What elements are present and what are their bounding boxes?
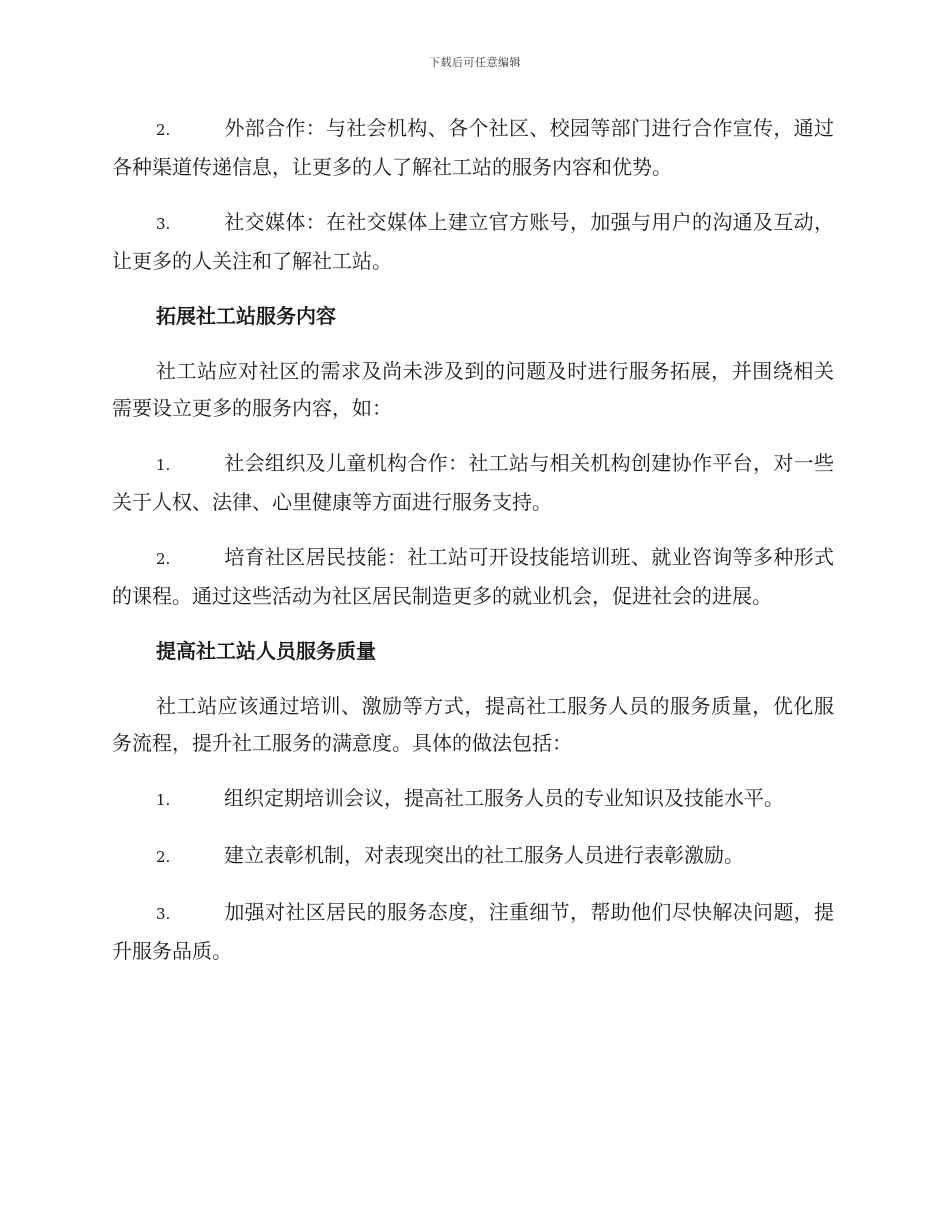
section-heading: 拓展社工站服务内容 — [156, 304, 336, 328]
list-item — [112, 837, 834, 876]
document-body — [112, 110, 834, 988]
list-item-text: 建立表彰机制，对表现突出的社工服务人员进行表彰激励。 — [224, 843, 744, 867]
list-item-number: 3. — [156, 215, 171, 233]
page-header: 下载后可任意编辑 — [429, 56, 521, 69]
list-item — [112, 539, 834, 615]
list-item-text: 加强对社区居民的服务态度，注重细节，帮助他们尽快解决问题，提升服务品质。 — [112, 900, 834, 963]
list-item — [112, 204, 834, 280]
list-item — [112, 445, 834, 521]
list-item-text: 外部合作：与社会机构、各个社区、校园等部门进行合作宣传，通过各种渠道传递信息，让更多的人了解社工站的服务内容和优势。 — [112, 116, 834, 179]
list-item-number: 1. — [156, 456, 171, 474]
list-item-number: 2. — [156, 550, 171, 568]
section-heading: 提高社工站人员服务质量 — [156, 639, 376, 663]
list-item-number: 1. — [156, 791, 171, 809]
list-item-number: 2. — [156, 121, 171, 139]
list-item — [112, 894, 834, 970]
paragraph: 社工站应对社区的需求及尚未涉及到的问题及时进行服务拓展，并围绕相关需要设立更多的服务内容，如： — [112, 359, 834, 420]
list-item — [112, 110, 834, 186]
list-item-number: 2. — [156, 848, 171, 866]
list-item-text: 社交媒体：在社交媒体上建立官方账号，加强与用户的沟通及互动，让更多的人关注和了解社工站。 — [112, 210, 834, 273]
list-item-text: 组织定期培训会议，提高社工服务人员的专业知识及技能水平。 — [224, 786, 784, 810]
list-item-number: 3. — [156, 905, 171, 923]
list-item — [112, 780, 834, 819]
list-item-text: 社会组织及儿童机构合作：社工站与相关机构创建协作平台，对一些关于人权、法律、心里健康等方面进行服务支持。 — [112, 451, 834, 514]
list-item-text: 培育社区居民技能：社工站可开设技能培训班、就业咨询等多种形式的课程。通过这些活动为社区居民制造更多的就业机会，促进社会的进展。 — [112, 545, 834, 608]
paragraph: 社工站应该通过培训、激励等方式，提高社工服务人员的服务质量，优化服务流程，提升社工服务的满意度。具体的做法包括： — [112, 694, 834, 755]
